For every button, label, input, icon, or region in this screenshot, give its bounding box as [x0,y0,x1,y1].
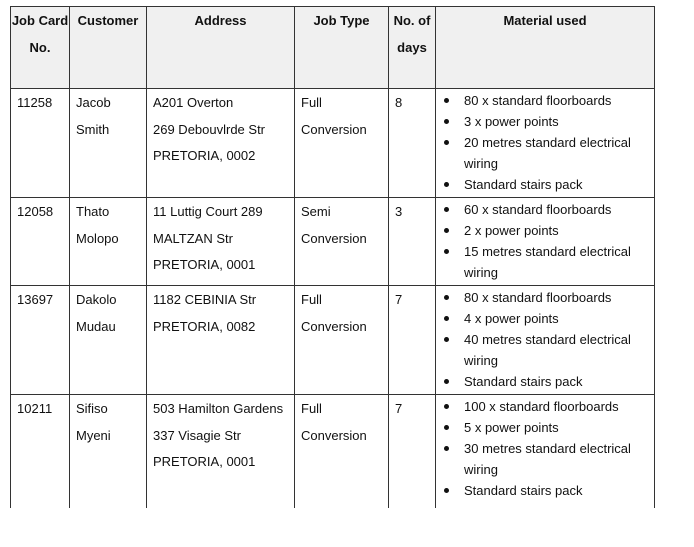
cell-text: Dakolo [76,292,117,307]
job-card-table [10,6,655,508]
list-item [442,90,650,111]
bullet-icon [444,379,449,384]
header-address [147,7,295,89]
cell-text: Thato [76,204,110,219]
bullet-icon [444,207,449,212]
cell-text: Full [301,401,322,416]
bullet-icon [444,295,449,300]
list-item [442,287,650,308]
list-item [442,199,650,220]
header-line: days [397,39,427,55]
bullet-icon [444,140,449,145]
list-item [442,417,650,438]
table-body [11,89,655,509]
cell-text: 503 Hamilton Gardens [153,401,284,416]
cell-text: 1182 CEBINIA Str [153,292,257,307]
cell-text: Sifiso [76,401,108,416]
days-cell [389,286,436,395]
list-item [442,371,650,392]
cell-text: PRETORIA, 0002 [153,148,256,163]
customer-cell [70,198,147,286]
cell-text: PRETORIA, 0001 [153,454,256,469]
list-item [442,329,650,371]
customer-cell [70,286,147,395]
header-row [11,7,655,89]
cell-text: Full [301,95,322,110]
bullet-icon [444,425,449,430]
job-type-cell [295,286,389,395]
cell-text: Full [301,292,322,307]
cell-text: MALTZAN Str [153,230,233,246]
bullet-icon [444,316,449,321]
cell-text: Conversion [301,230,367,246]
cell-text: PRETORIA, 0082 [153,318,256,334]
address-cell [147,395,295,509]
cell-text: Smith [76,121,110,137]
address-cell [147,286,295,395]
material-text: 30 metres standard electrical wiring [464,441,631,477]
material-text: 60 x standard floorboards [464,202,612,217]
cell-text: Myeni [76,427,111,443]
header-material-used [436,7,655,89]
header-line: Address [194,13,247,28]
bullet-icon [444,249,449,254]
material-text: Standard stairs pack [464,483,583,498]
cell-text: 11 Luttig Court 289 [153,204,263,219]
material-text: 80 x standard floorboards [464,93,612,108]
job-type-cell [295,395,389,509]
bullet-icon [444,488,449,493]
material-text: 5 x power points [464,420,559,435]
list-item [442,396,650,417]
list-item [442,241,650,283]
bullet-icon [444,98,449,103]
cell-text: A201 Overton [153,95,234,110]
material-text: Standard stairs pack [464,374,583,389]
table-row [11,198,655,286]
material-text: 15 metres standard electrical wiring [464,244,631,280]
job-type-cell [295,198,389,286]
materials-list [442,90,650,195]
table-row [11,89,655,198]
cell-text: Molopo [76,230,119,246]
customer-cell [70,89,147,198]
list-item [442,174,650,195]
header-line: Job Type [313,13,370,28]
cell-text: 3 [395,204,403,219]
cell-text: 269 Debouvlrde Str [153,121,266,137]
header-line: No. [393,13,415,28]
cell-text: Conversion [301,427,367,443]
days-cell [389,395,436,509]
bullet-icon [444,228,449,233]
bullet-icon [444,182,449,187]
job-type-cell [295,89,389,198]
list-item [442,480,650,501]
header-no-of-days [389,7,436,89]
bullet-icon [444,119,449,124]
table-header [11,7,655,89]
bullet-icon [444,404,449,409]
material-text: 80 x standard floorboards [464,290,612,305]
days-cell [389,198,436,286]
list-item [442,220,650,241]
header-line: Job [11,13,35,28]
header-job-card-no [11,7,70,89]
customer-cell [70,395,147,509]
job-card-no-cell [11,286,70,395]
material-text: 100 x standard floorboards [464,399,619,414]
material-text: 20 metres standard electrical wiring [464,135,631,171]
header-line: No. [29,39,51,55]
bullet-icon [444,337,449,342]
job-card-no-cell [11,89,70,198]
header-job-type [295,7,389,89]
material-text: 3 x power points [464,114,559,129]
cell-text: 8 [395,95,403,110]
table-row [11,286,655,395]
job-card-no-cell [11,395,70,509]
cell-text: 11258 [17,95,53,110]
list-item [442,308,650,329]
list-item [442,132,650,174]
cell-text: 10211 [17,401,53,416]
cell-text: PRETORIA, 0001 [153,257,256,272]
header-customer [70,7,147,89]
cell-text: Conversion [301,318,367,334]
header-line: Customer [77,13,139,28]
material-text: 2 x power points [464,223,559,238]
materials-cell [436,89,655,198]
cell-text: 7 [395,292,403,307]
table-row [11,395,655,509]
materials-cell [436,198,655,286]
cell-text: 12058 [17,204,54,219]
cell-text: Conversion [301,121,367,137]
material-text: 40 metres standard electrical wiring [464,332,631,368]
address-cell [147,89,295,198]
cell-text: 13697 [17,292,54,307]
cell-text: Semi [301,204,331,219]
materials-list [442,287,650,392]
cell-text: Jacob [76,95,111,110]
materials-list [442,396,650,501]
list-item [442,111,650,132]
cell-text: Mudau [76,318,116,334]
materials-list [442,199,650,283]
days-cell [389,89,436,198]
cell-text: 337 Visagie Str [153,427,241,443]
material-text: Standard stairs pack [464,177,583,192]
materials-cell [436,286,655,395]
list-item [442,438,650,480]
bullet-icon [444,446,449,451]
header-line: of [418,13,431,28]
material-text: 4 x power points [464,311,559,326]
materials-cell [436,395,655,509]
header-line: Card [38,13,69,28]
address-cell [147,198,295,286]
header-line: Material used [503,13,587,28]
cell-text: 7 [395,401,403,416]
job-card-no-cell [11,198,70,286]
